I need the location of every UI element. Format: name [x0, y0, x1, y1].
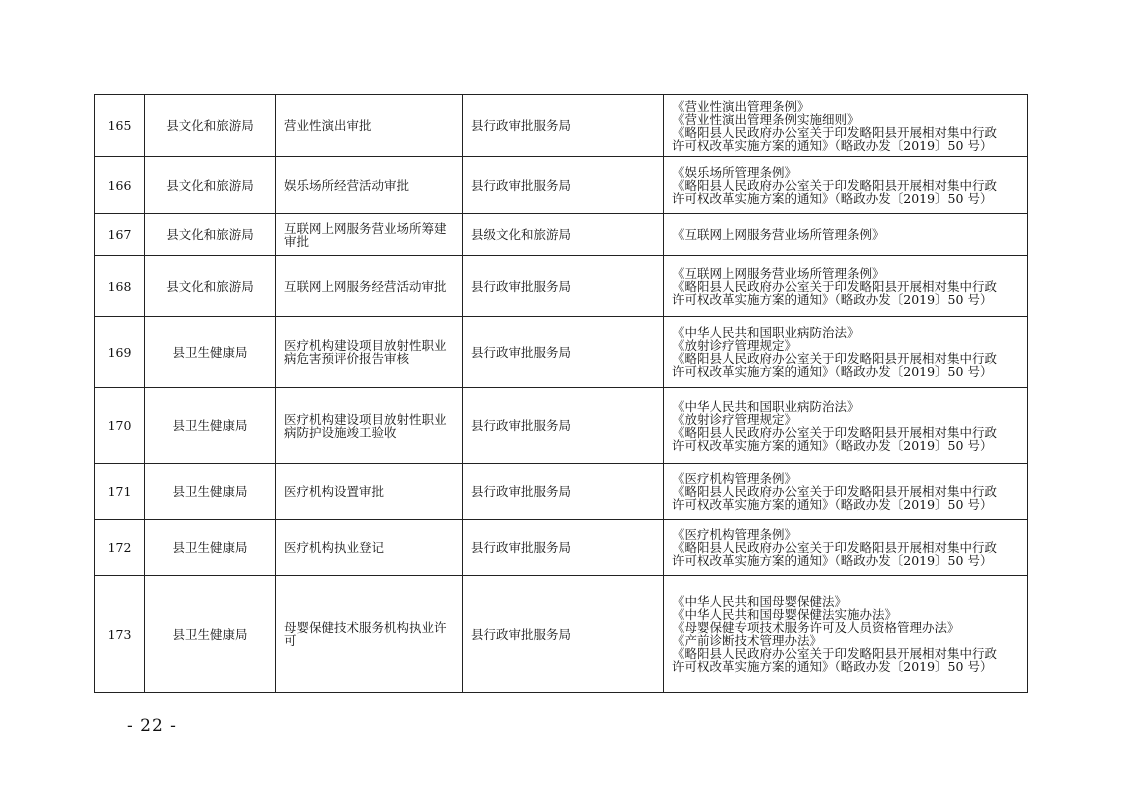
item-name-cell: 营业性演出审批 [276, 95, 463, 157]
legal-basis-cell [664, 464, 1028, 520]
page-number: - 22 - [127, 716, 177, 736]
table-row [95, 256, 1028, 317]
table-row [95, 388, 1028, 464]
legal-basis-line: 《略阳县人民政府办公室关于印发略阳县开展相对集中行政 [672, 351, 998, 366]
legal-basis-line: 《略阳县人民政府办公室关于印发略阳县开展相对集中行政 [672, 424, 998, 440]
executor-cell: 县行政审批服务局 [463, 576, 664, 693]
department-cell: 县卫生健康局 [145, 464, 276, 520]
table-row [95, 157, 1028, 214]
legal-basis-line: 许可权改革实施方案的通知》（略政办发〔2019〕50 号） [672, 437, 993, 453]
item-name-cell: 母婴保健技术服务机构执业许可 [276, 576, 463, 693]
legal-basis-line: 许可权改革实施方案的通知》（略政办发〔2019〕50 号） [672, 497, 993, 512]
legal-basis-cell [664, 214, 1028, 256]
legal-basis-line: 《互联网上网服务营业场所管理条例》 [672, 227, 885, 242]
executor-cell: 县行政审批服务局 [463, 520, 664, 576]
item-name-cell: 互联网上网服务经营活动审批 [276, 256, 463, 317]
table-row [95, 214, 1028, 256]
legal-basis-line: 《略阳县人民政府办公室关于印发略阳县开展相对集中行政 [672, 278, 998, 294]
table-row [95, 317, 1028, 388]
legal-basis-cell [664, 256, 1028, 317]
row-number: 172 [95, 520, 145, 576]
legal-basis-line: 许可权改革实施方案的通知》（略政办发〔2019〕50 号） [672, 190, 993, 206]
legal-basis-cell [664, 95, 1028, 157]
department-cell: 县卫生健康局 [145, 576, 276, 693]
executor-cell: 县行政审批服务局 [463, 388, 664, 464]
row-number: 169 [95, 317, 145, 388]
department-cell: 县卫生健康局 [145, 388, 276, 464]
legal-basis-line: 许可权改革实施方案的通知》（略政办发〔2019〕50 号） [672, 553, 993, 568]
legal-basis-cell [664, 520, 1028, 576]
table-row [95, 95, 1028, 157]
row-number: 171 [95, 464, 145, 520]
legal-basis-line: 《略阳县人民政府办公室关于印发略阳县开展相对集中行政 [672, 177, 998, 193]
legal-basis-line: 许可权改革实施方案的通知》（略政办发〔2019〕50 号） [672, 137, 993, 153]
legal-basis-line: 《中华人民共和国职业病防治法》 [672, 325, 860, 340]
item-name-cell: 医疗机构建设项目放射性职业病防护设施竣工验收 [276, 388, 463, 464]
legal-basis-line: 《略阳县人民政府办公室关于印发略阳县开展相对集中行政 [672, 484, 998, 499]
department-cell: 县文化和旅游局 [145, 157, 276, 214]
row-number: 168 [95, 256, 145, 317]
executor-cell: 县级文化和旅游局 [463, 214, 664, 256]
legal-basis-cell [664, 317, 1028, 388]
legal-basis-line: 许可权改革实施方案的通知》（略政办发〔2019〕50 号） [672, 659, 993, 674]
department-cell: 县卫生健康局 [145, 317, 276, 388]
executor-cell: 县行政审批服务局 [463, 317, 664, 388]
legal-basis-cell [664, 576, 1028, 693]
table-row [95, 576, 1028, 693]
legal-basis-line: 许可权改革实施方案的通知》（略政办发〔2019〕50 号） [672, 364, 993, 379]
row-number: 173 [95, 576, 145, 693]
legal-basis-line: 《母婴保健专项技术服务许可及人员资格管理办法》 [672, 620, 960, 635]
row-number: 165 [95, 95, 145, 157]
legal-basis-line: 《中华人民共和国职业病防治法》 [672, 398, 860, 414]
legal-basis-line: 《放射诊疗管理规定》 [672, 338, 798, 353]
executor-cell: 县行政审批服务局 [463, 464, 664, 520]
legal-basis-line: 《中华人民共和国母婴保健法》 [672, 594, 848, 609]
item-name-cell: 医疗机构建设项目放射性职业病危害预评价报告审核 [276, 317, 463, 388]
row-number: 170 [95, 388, 145, 464]
item-name-cell: 医疗机构执业登记 [276, 520, 463, 576]
legal-basis-line: 《略阳县人民政府办公室关于印发略阳县开展相对集中行政 [672, 646, 998, 661]
department-cell: 县文化和旅游局 [145, 95, 276, 157]
legal-basis-line: 《中华人民共和国母婴保健法实施办法》 [672, 607, 898, 622]
department-cell: 县卫生健康局 [145, 520, 276, 576]
legal-basis-line: 《营业性演出管理条例实施细则》 [672, 111, 860, 127]
item-name-cell: 医疗机构设置审批 [276, 464, 463, 520]
row-number: 166 [95, 157, 145, 214]
permission-catalog-table [94, 94, 1028, 693]
legal-basis-cell [664, 388, 1028, 464]
row-number: 167 [95, 214, 145, 256]
legal-basis-line: 《略阳县人民政府办公室关于印发略阳县开展相对集中行政 [672, 124, 998, 140]
department-cell: 县文化和旅游局 [145, 214, 276, 256]
department-cell: 县文化和旅游局 [145, 256, 276, 317]
table-row [95, 520, 1028, 576]
legal-basis-cell [664, 157, 1028, 214]
executor-cell: 县行政审批服务局 [463, 157, 664, 214]
executor-cell: 县行政审批服务局 [463, 256, 664, 317]
legal-basis-line: 《娱乐场所管理条例》 [672, 164, 798, 180]
item-name-cell: 娱乐场所经营活动审批 [276, 157, 463, 214]
legal-basis-line: 《略阳县人民政府办公室关于印发略阳县开展相对集中行政 [672, 540, 998, 555]
legal-basis-line: 《医疗机构管理条例》 [672, 471, 798, 486]
executor-cell: 县行政审批服务局 [463, 95, 664, 157]
legal-basis-line: 《放射诊疗管理规定》 [672, 411, 798, 427]
legal-basis-line: 《营业性演出管理条例》 [672, 98, 810, 114]
legal-basis-line: 《互联网上网服务营业场所管理条例》 [672, 265, 885, 281]
item-name-cell: 互联网上网服务营业场所筹建审批 [276, 214, 463, 256]
legal-basis-line: 《产前诊断技术管理办法》 [672, 633, 823, 648]
table-row [95, 464, 1028, 520]
legal-basis-line: 《医疗机构管理条例》 [672, 527, 798, 542]
legal-basis-line: 许可权改革实施方案的通知》（略政办发〔2019〕50 号） [672, 291, 993, 307]
